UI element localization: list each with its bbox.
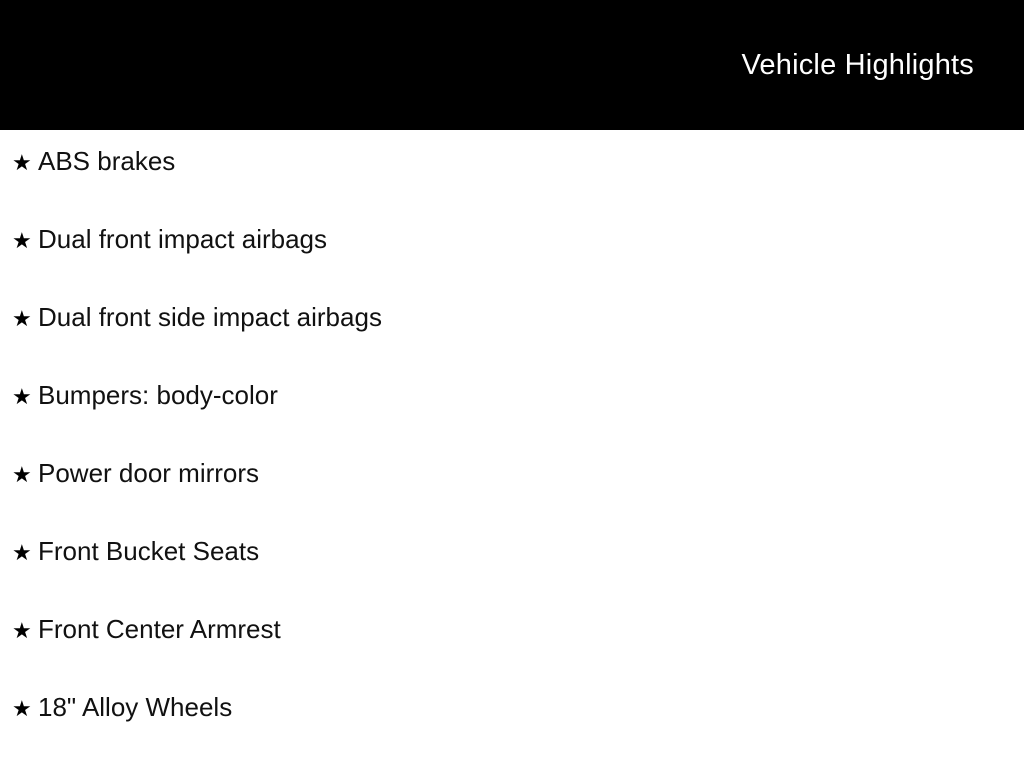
list-item-label: Dual front impact airbags xyxy=(38,224,328,254)
list-item xyxy=(0,382,1024,460)
list-item xyxy=(0,148,1024,226)
list-item-label: Dual front side impact airbags xyxy=(38,302,382,332)
page-title: Vehicle Highlights xyxy=(741,49,974,81)
star-icon: ★ xyxy=(12,540,32,565)
star-icon: ★ xyxy=(12,306,32,331)
list-item-label: ABS brakes xyxy=(38,146,176,176)
list-item xyxy=(0,616,1024,694)
star-icon: ★ xyxy=(12,228,32,253)
list-item-label: Bumpers: body-color xyxy=(38,380,278,410)
list-item xyxy=(0,694,1024,772)
header-bar xyxy=(0,0,1024,130)
star-icon: ★ xyxy=(12,462,32,487)
star-icon: ★ xyxy=(12,150,32,175)
list-item xyxy=(0,226,1024,304)
list-item-label: 18" Alloy Wheels xyxy=(38,692,233,722)
list-item-label: Front Bucket Seats xyxy=(38,536,260,566)
list-item xyxy=(0,460,1024,538)
star-icon: ★ xyxy=(12,384,32,409)
list-item-label: Front Center Armrest xyxy=(38,614,281,644)
list-item xyxy=(0,304,1024,382)
vehicle-highlights-list xyxy=(0,148,1024,772)
star-icon: ★ xyxy=(12,696,32,721)
list-item xyxy=(0,538,1024,616)
list-item-label: Power door mirrors xyxy=(38,458,260,488)
star-icon: ★ xyxy=(12,618,32,643)
